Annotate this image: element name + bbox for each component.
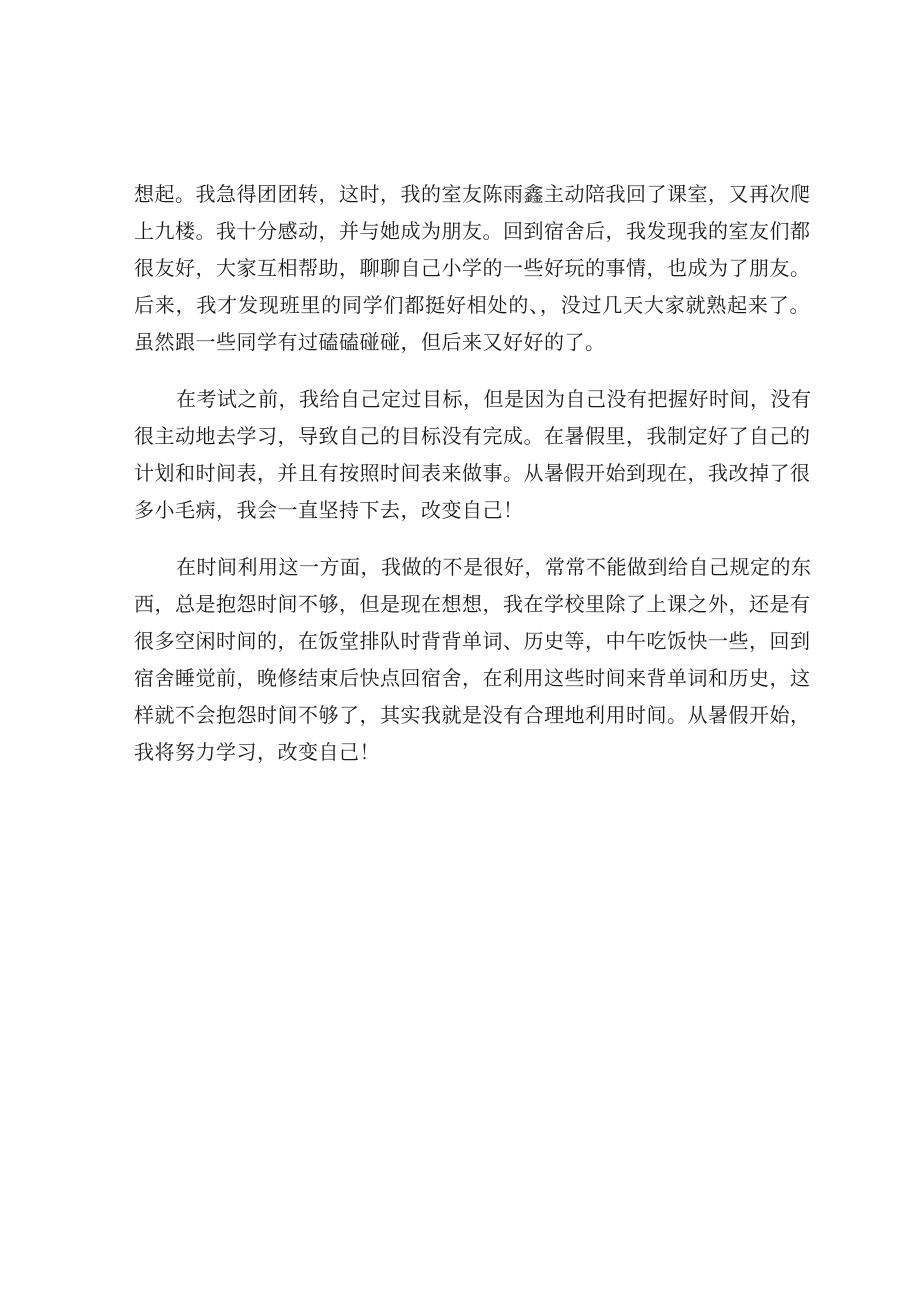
text-line: 上九楼。我十分感动，并与她成为朋友。回到宿舍后，我发现我的室友们都 <box>134 219 811 243</box>
text-line: 在考试之前，我给自己定过目标，但是因为自己没有把握好时间，没有 <box>176 387 812 411</box>
text-line: 宿舍睡觉前，晚修结束后快点回宿舍，在利用这些时间来背单词和历史，这 <box>134 666 811 690</box>
text-line: 西，总是抱怨时间不够，但是现在想想，我在学校里除了上课之外，还是有 <box>134 592 811 616</box>
text-line: 虽然跟一些同学有过磕磕碰碰，但后来又好好的了。 <box>134 330 606 354</box>
text-line: 我将努力学习，改变自己！ <box>134 740 380 764</box>
text-line: 在时间利用这一方面，我做的不是很好，常常不能做到给自己规定的东 <box>176 555 812 579</box>
text-line: 后来，我才发现班里的同学们都挺好相处的、，没过几天大家就熟起来了。 <box>134 293 810 317</box>
text-line: 想起。我急得团团转，这时，我的室友陈雨鑫主动陪我回了课室，又再次爬 <box>134 182 811 206</box>
text-line: 多小毛病，我会一直坚持下去，改变自己！ <box>134 498 524 522</box>
text-line: 很友好，大家互相帮助，聊聊自己小学的一些好玩的事情，也成为了朋友。 <box>134 256 811 280</box>
text-line: 很主动地去学习，导致自己的目标没有完成。在暑假里，我制定好了自己的 <box>134 424 811 448</box>
paragraph-2 <box>134 381 810 529</box>
text-line: 计划和时间表，并且有按照时间表来做事。从暑假开始到现在，我改掉了很 <box>134 461 811 485</box>
document-body <box>134 176 810 791</box>
text-line: 样就不会抱怨时间不够了，其实我就是没有合理地利用时间。从暑假开始， <box>134 703 811 727</box>
paragraph-1 <box>134 176 810 361</box>
text-line: 很多空闲时间的，在饭堂排队时背背单词、历史等，中午吃饭快一些，回到 <box>134 629 811 653</box>
paragraph-3 <box>134 549 810 771</box>
